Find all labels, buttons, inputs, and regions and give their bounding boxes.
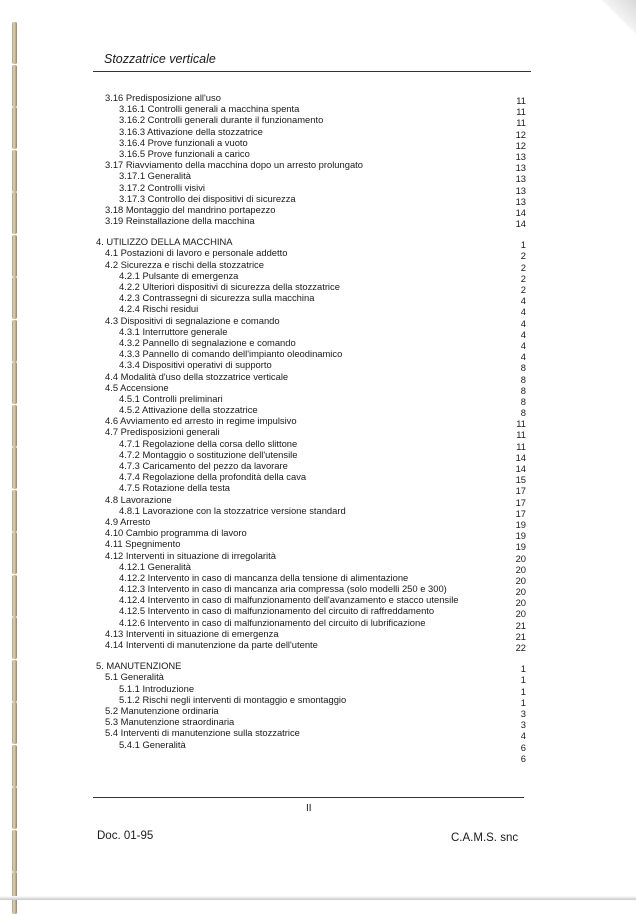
toc-entry — [96, 136, 526, 151]
toc-entry-page: 1 — [520, 239, 526, 251]
toc-entry-label: 3.17 Riavviamento della macchina dopo un arresto prolungato — [105, 159, 363, 171]
binding-ring — [12, 235, 17, 277]
toc-entry-page: 4 — [520, 730, 526, 742]
toc-entry-page: 11 — [516, 440, 526, 452]
toc-entry-page: 8 — [520, 362, 526, 374]
toc-entry-label: 4.13 Interventi in situazione di emergenza — [105, 627, 279, 639]
toc-entry — [96, 404, 526, 419]
toc-entry-label: 4.3.1 Interruttore generale — [119, 325, 228, 337]
toc-entry — [96, 437, 526, 452]
toc-entry-label: 3.16.1 Controlli generali a macchina spenta — [119, 103, 300, 115]
toc-entry — [96, 415, 526, 430]
toc-entry — [96, 170, 526, 185]
toc-entry — [96, 738, 526, 753]
toc-entry-page: 3 — [520, 707, 526, 719]
binding-ring — [12, 362, 17, 404]
toc-entry — [96, 181, 526, 196]
toc-entry — [96, 549, 526, 564]
toc-entry-label: 3.16.5 Prove funzionali a carico — [119, 147, 250, 159]
toc-entry-page: 20 — [515, 608, 526, 620]
toc-entry — [96, 660, 526, 675]
toc-entry — [96, 527, 526, 542]
toc-entry — [96, 639, 526, 653]
binding-ring — [12, 405, 17, 447]
toc-entry — [96, 236, 526, 251]
toc-entry-page: 3 — [520, 719, 526, 731]
binding-ring — [12, 277, 17, 319]
toc-entry — [96, 114, 526, 129]
toc-entry-label: 3.16 Predisposizione all'uso — [105, 92, 221, 103]
toc-entry-label: 5.4.1 Generalità — [119, 738, 186, 750]
binding-ring — [12, 830, 17, 872]
toc-entry-page: 4 — [520, 295, 526, 307]
toc-entry-label: 4.3 Dispositivi di segnalazione e comando — [105, 314, 280, 326]
toc-entry-label: 4.12.2 Intervento in caso di mancanza della tensione di alimentazione — [119, 571, 409, 583]
toc-entry-label: 4.4 Modalità d'uso della stozzatrice verticale — [105, 370, 289, 382]
toc-entry-label: 4.2.3 Contrassegni di sicurezza sulla macchina — [119, 292, 315, 304]
toc-entry-label: 4.7 Predisposizioni generali — [105, 426, 220, 438]
toc-entry — [96, 247, 526, 262]
toc-entry-page: 2 — [520, 261, 526, 273]
toc-entry-page: 6 — [520, 741, 526, 753]
header-rule — [93, 71, 531, 72]
binding-ring — [12, 65, 17, 107]
toc-entry-label: 3.17.3 Controllo dei dispositivi di sicurezza — [119, 192, 296, 204]
toc-entry — [96, 103, 526, 118]
toc-entry — [96, 348, 526, 363]
toc-entry — [96, 515, 526, 530]
toc-entry-page: 1 — [520, 696, 526, 708]
toc-entry — [96, 693, 526, 708]
toc-entry-label: 4.5 Accensione — [105, 381, 169, 393]
toc-entry-page: 4 — [520, 328, 526, 340]
binding-ring — [12, 490, 17, 532]
toc-entry — [96, 258, 526, 273]
toc-entry — [96, 727, 526, 742]
toc-entry-page: 11 — [516, 429, 526, 441]
toc-entry-page: 1 — [520, 685, 526, 697]
toc-entry — [96, 392, 526, 407]
toc-entry-page: 8 — [520, 395, 526, 407]
toc-entry-label: 4.2 Sicurezza e rischi della stozzatrice — [105, 258, 264, 270]
toc-entry-page: 4 — [520, 306, 526, 318]
toc-entry-label: 4.3.2 Pannello di segnalazione e comando — [119, 336, 296, 348]
toc-entry — [96, 716, 526, 731]
toc-entry-label: 5.4 Interventi di manutenzione sulla stozzatrice — [105, 727, 300, 739]
toc-entry-page: 19 — [515, 518, 526, 530]
toc-entry-label: 4.10 Cambio programma di lavoro — [105, 527, 247, 539]
toc-entry-page: 4 — [520, 339, 526, 351]
toc-entry — [96, 314, 526, 329]
toc-entry — [96, 504, 526, 519]
toc-entry-page: 13 — [515, 173, 526, 185]
toc-section-gap — [96, 226, 526, 236]
binding-ring — [12, 575, 17, 617]
toc-entry-page: 17 — [515, 485, 526, 497]
document-title: Stozzatrice verticale — [104, 52, 216, 66]
toc-entry-page: 11 — [516, 117, 526, 129]
binding-ring — [12, 702, 17, 744]
toc-entry-label: 3.18 Montaggio del mandrino portapezzo — [105, 203, 276, 215]
toc-trailing-page — [96, 750, 526, 764]
toc-entry — [96, 605, 526, 620]
toc-entry — [96, 682, 526, 697]
binding-ring — [12, 787, 17, 829]
ring-binding — [0, 0, 40, 900]
toc-entry-label: 4.12.5 Intervento in caso di malfunzionamento del circuito di raffreddamento — [119, 605, 435, 617]
toc-entry — [96, 448, 526, 463]
document-code: Doc. 01-95 — [97, 830, 154, 842]
toc-entry — [96, 370, 526, 385]
toc-entry-label: 4.5.1 Controlli preliminari — [119, 392, 223, 404]
binding-ring — [12, 872, 17, 914]
toc-entry-label: 4.7.4 Regolazione della profondità della cava — [119, 471, 307, 483]
toc-entry — [96, 571, 526, 586]
toc-entry-page: 13 — [515, 184, 526, 196]
toc-entry — [96, 203, 526, 218]
toc-entry — [96, 560, 526, 575]
toc-entry — [96, 292, 526, 307]
toc-entry — [96, 215, 526, 230]
toc-entry-label: 4.2.2 Ulteriori dispositivi di sicurezza della stozzatrice — [119, 281, 340, 292]
binding-ring — [12, 320, 17, 362]
toc-entry-page: 8 — [520, 384, 526, 396]
toc-entry-page: 20 — [515, 586, 526, 598]
toc-entry-label: 5.3 Manutenzione straordinaria — [105, 716, 235, 728]
toc-entry — [96, 281, 526, 295]
toc-entry-label: 4.14 Interventi di manutenzione da parte dell'utente — [105, 639, 318, 650]
toc-entry-page: 22 — [515, 642, 526, 653]
toc-entry-label: 3.16.4 Prove funzionali a vuoto — [119, 136, 248, 148]
toc-entry — [96, 426, 526, 441]
toc-entry-label: 4.11 Spegnimento — [105, 538, 181, 550]
toc-entry-label: 3.17.2 Controlli visivi — [119, 181, 205, 193]
toc-entry-page: 19 — [515, 530, 526, 542]
toc-entry-label: 4.2.1 Pulsante di emergenza — [119, 269, 239, 281]
toc-entry — [96, 381, 526, 396]
toc-entry-label: 4.12.6 Intervento in caso di malfunzionamento del circuito di lubrificazione — [119, 616, 426, 628]
binding-ring — [12, 22, 17, 64]
toc-entry — [96, 303, 526, 318]
toc-entry-page: 15 — [515, 474, 526, 486]
company-name: C.A.M.S. snc — [451, 832, 519, 844]
toc-entry-page: 11 — [516, 106, 526, 118]
toc-entry-label: 4. UTILIZZO DELLA MACCHINA — [96, 236, 233, 248]
toc-entry-page: 14 — [515, 218, 526, 230]
toc-entry-label: 4.7.1 Regolazione della corsa dello slittone — [119, 437, 298, 449]
toc-entry-label: 5.1.2 Rischi negli interventi di montaggio e smontaggio — [119, 693, 347, 705]
toc-entry-page: 17 — [515, 507, 526, 519]
toc-entry-label: 4.12.4 Intervento in caso di malfunzionamento dell'avanzamento e stacco utensile — [119, 594, 459, 606]
toc-entry-page: 20 — [515, 552, 526, 564]
toc-entry-page: 11 — [516, 95, 526, 106]
toc-entry-label: 5.2 Manutenzione ordinaria — [105, 704, 219, 716]
toc-entry — [96, 616, 526, 631]
toc-entry-label: 4.7.2 Montaggio o sostituzione dell'utensile — [119, 448, 298, 460]
page-bottom-edge — [0, 896, 636, 900]
toc-entry-page: 11 — [516, 418, 526, 430]
toc-entry-label: 4.9 Arresto — [105, 515, 151, 527]
toc-entry-label: 5.1 Generalità — [105, 671, 164, 683]
binding-ring — [12, 107, 17, 149]
toc-entry-page: 8 — [520, 373, 526, 385]
toc-entry — [96, 471, 526, 486]
toc-entry — [96, 493, 526, 508]
binding-ring — [12, 617, 17, 659]
toc-entry — [96, 269, 526, 284]
toc-entry-page: 13 — [515, 150, 526, 162]
binding-ring — [12, 745, 17, 787]
toc-entry-page: 2 — [520, 272, 526, 284]
toc-entry-page: 21 — [515, 619, 526, 631]
toc-entry-page: 13 — [515, 162, 526, 174]
toc-entry-page: 13 — [515, 195, 526, 207]
toc-entry-page: 19 — [515, 541, 526, 553]
toc-entry-label: 3.17.1 Generalità — [119, 170, 191, 182]
toc-entry-page: 4 — [520, 351, 526, 363]
toc-entry-label: 3.16.3 Attivazione della stozzatrice — [119, 125, 263, 137]
toc-entry-page: 12 — [515, 128, 526, 140]
toc-entry — [96, 92, 526, 106]
toc-entry-page: 21 — [515, 630, 526, 642]
toc-entry-page: 4 — [520, 317, 526, 329]
toc-entry-page: 1 — [520, 663, 526, 675]
toc-entry — [96, 192, 526, 207]
toc-entry-page: 14 — [515, 451, 526, 463]
toc-entry-label: 4.7.5 Rotazione della testa — [119, 482, 231, 494]
table-of-contents — [96, 92, 526, 764]
toc-entry-page: 20 — [515, 597, 526, 609]
toc-entry-label: 4.12.1 Generalità — [119, 560, 191, 572]
toc-section-gap — [96, 650, 526, 660]
toc-entry-label: 4.8.1 Lavorazione con la stozzatrice versione standard — [119, 504, 346, 516]
toc-entry-label: 4.6 Avviamento ed arresto in regime impulsivo — [105, 415, 297, 427]
toc-entry-page: 12 — [515, 139, 526, 151]
toc-entry-label: 4.7.3 Caricamento del pezzo da lavorare — [119, 460, 288, 471]
toc-entry — [96, 147, 526, 162]
toc-entry-label: 3.16.2 Controlli generali durante il funzionamento — [119, 114, 324, 126]
toc-entry-label: 4.2.4 Rischi residui — [119, 303, 199, 315]
toc-entry-label: 4.3.3 Pannello di comando dell'impianto oleodinamico — [119, 348, 343, 360]
folded-page-corner — [602, 0, 636, 40]
toc-entry-page: 2 — [520, 284, 526, 295]
toc-entry — [96, 159, 526, 174]
toc-entry — [96, 538, 526, 553]
toc-entry — [96, 627, 526, 642]
toc-entry — [96, 460, 526, 474]
binding-ring — [12, 192, 17, 234]
toc-entry — [96, 359, 526, 374]
toc-entry-page: 20 — [515, 574, 526, 586]
toc-entry-page: 14 — [515, 206, 526, 218]
toc-entry-label: 4.12.3 Intervento in caso di mancanza aria compressa (solo modelli 250 e 300) — [119, 583, 447, 595]
toc-entry-page: 8 — [520, 407, 526, 419]
toc-entry-label: 4.12 Interventi in situazione di irregolarità — [105, 549, 276, 561]
binding-ring — [12, 660, 17, 702]
toc-entry-page: 1 — [520, 674, 526, 686]
toc-entry — [96, 704, 526, 719]
toc-entry — [96, 583, 526, 598]
footer-rule — [93, 797, 524, 798]
toc-entry — [96, 671, 526, 686]
toc-entry-page: 20 — [515, 563, 526, 575]
toc-entry-page: 6 — [520, 752, 526, 764]
page-number: II — [306, 803, 312, 814]
toc-entry-label: 4.8 Lavorazione — [105, 493, 172, 505]
toc-entry-label: 4.3.4 Dispositivi operativi di supporto — [119, 359, 272, 371]
toc-entry-label: 5.1.1 Introduzione — [119, 682, 195, 694]
binding-ring — [12, 447, 17, 489]
toc-entry-page: 17 — [515, 496, 526, 508]
toc-entry — [96, 125, 526, 140]
binding-ring — [12, 532, 17, 574]
toc-entry — [96, 482, 526, 497]
toc-entry — [96, 325, 526, 340]
toc-entry-label: 5. MANUTENZIONE — [96, 660, 182, 672]
toc-entry — [96, 336, 526, 351]
toc-entry-page: 14 — [515, 463, 526, 474]
binding-ring — [12, 150, 17, 192]
toc-entry-page: 2 — [520, 250, 526, 262]
toc-entry-label: 4.5.2 Attivazione della stozzatrice — [119, 404, 258, 416]
toc-entry-label: 4.1 Postazioni di lavoro e personale addetto — [105, 247, 288, 259]
toc-entry — [96, 594, 526, 609]
toc-entry-label: 3.19 Reinstallazione della macchina — [105, 215, 255, 227]
